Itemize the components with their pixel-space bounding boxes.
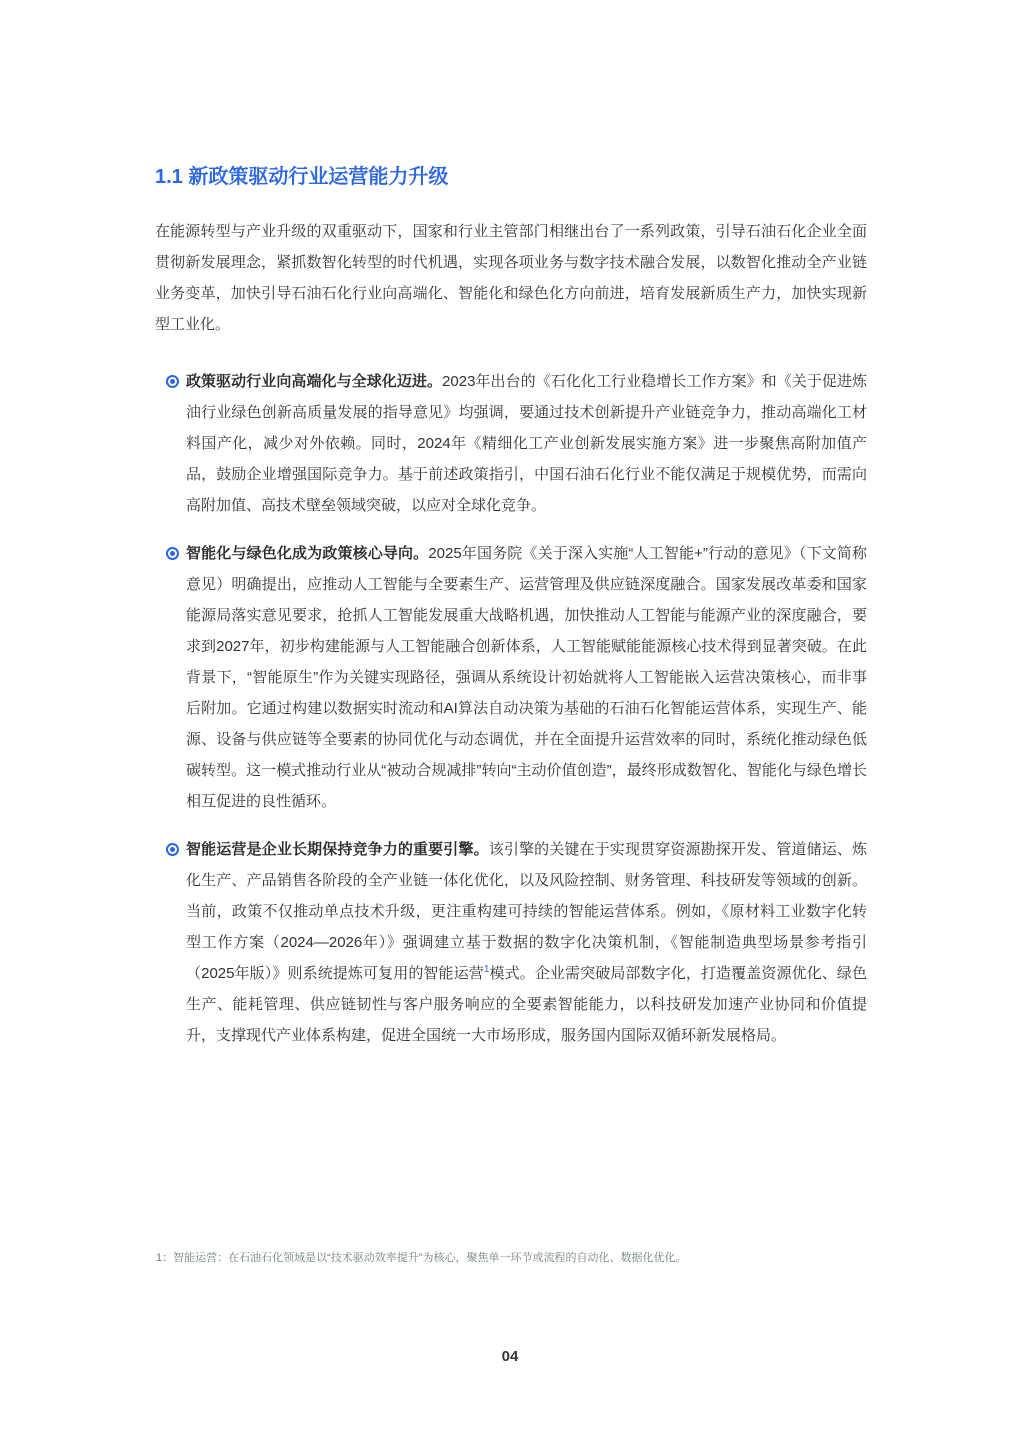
bullet-dot-icon: [166, 843, 179, 856]
bullet-lead: 政策驱动行业向高端化与全球化迈进。: [186, 373, 443, 390]
bullet-text: [186, 366, 867, 521]
policy-bullet-list: [155, 366, 867, 1051]
list-item: [155, 834, 867, 1051]
bullet-dot-icon: [166, 547, 179, 560]
bullet-dot-icon: [166, 375, 179, 388]
bullet-dot-core: [170, 551, 175, 556]
bullet-lead: 智能化与绿色化成为政策核心导向。: [186, 545, 429, 562]
bullet-body: 该引擎的关键在于实现贯穿资源勘探开发、管道储运、炼化生产、产品销售各阶段的全产业链一体化优化，以及风险控制、财务管理、科技研发等领域的创新。当前，政策不仅推动单点技术升级，更注重构建可持续的智能运营体系。例如，《原材料工业数字化转型工作方案（2024—2026年）》强调建立基于数据的数字化决策机制，《智能制造典型场景参考指引（2025年版）》则系统提炼可复用的智能运营: [186, 841, 867, 982]
bullet-body: 模式。企业需突破局部数字化，打造覆盖资源优化、绿色生产、能耗管理、供应链韧性与客户服务响应的全要素智能能力，以科技研发加速产业协同和价值提升，支撑现代产业体系构建，促进全国统一大市场形成，服务国内国际双循环新发展格局。: [186, 965, 867, 1044]
bullet-text: [186, 834, 867, 1051]
bullet-lead: 智能运营是企业长期保持竞争力的重要引擎。: [186, 841, 489, 858]
footnote-text: 1：智能运营：在石油石化领域是以“技术驱动效率提升”为核心，聚焦单一环节或流程的自动化、数据化优化。: [156, 1252, 687, 1264]
bullet-dot-core: [170, 847, 175, 852]
footnote-ref-link[interactable]: 1: [483, 964, 490, 975]
bullet-text: [186, 538, 867, 817]
list-item: [155, 366, 867, 521]
section-heading: 1.1 新政策驱动行业运营能力升级: [155, 166, 449, 188]
bullet-body: 2025年国务院《关于深入实施“人工智能+”行动的意见》（下文简称意见）明确提出，应推动人工智能与全要素生产、运营管理及供应链深度融合。国家发展改革委和国家能源局落实意见要求，抢抓人工智能发展重大战略机遇，加快推动人工智能与能源产业的深度融合，要求到2027年，初步构建能源与人工智能融合创新体系，人工智能赋能能源核心技术得到显著突破。在此背景下，“智能原生”作为关键实现路径，强调从系统设计初始就将人工智能嵌入运营决策核心，而非事后附加。它通过构建以数据实时流动和AI算法自动决策为基础的石油石化智能运营体系，实现生产、能源、设备与供应链等全要素的协同优化与动态调优，并在全面提升运营效率的同时，系统化推动绿色低碳转型。这一模式推动行业从“被动合规减排”转向“主动价值创造”，最终形成数智化、智能化与绿色增长相互促进的良性循环。: [186, 545, 867, 810]
bullet-body: 2023年出台的《石化化工行业稳增长工作方案》和《关于促进炼油行业绿色创新高质量发展的指导意见》均强调，要通过技术创新提升产业链竞争力，推动高端化工材料国产化，减少对外依赖。同时，2024年《精细化工产业创新发展实施方案》进一步聚焦高附加值产品，鼓励企业增强国际竞争力。基于前述政策指引，中国石油石化行业不能仅满足于规模优势，而需向高附加值、高技术壁垒领域突破，以应对全球化竞争。: [186, 373, 867, 514]
list-item: [155, 538, 867, 817]
intro-paragraph: 在能源转型与产业升级的双重驱动下，国家和行业主管部门相继出台了一系列政策，引导石油石化企业全面贯彻新发展理念，紧抓数智化转型的时代机遇，实现各项业务与数字技术融合发展，以数智化推动全产业链业务变革，加快引导石油石化行业向高端化、智能化和绿色化方向前进，培育发展新质生产力，加快实现新型工业化。: [155, 223, 867, 333]
page-number: 04: [501, 1348, 519, 1365]
bullet-dot-core: [170, 379, 175, 384]
section-content: [155, 163, 867, 1051]
